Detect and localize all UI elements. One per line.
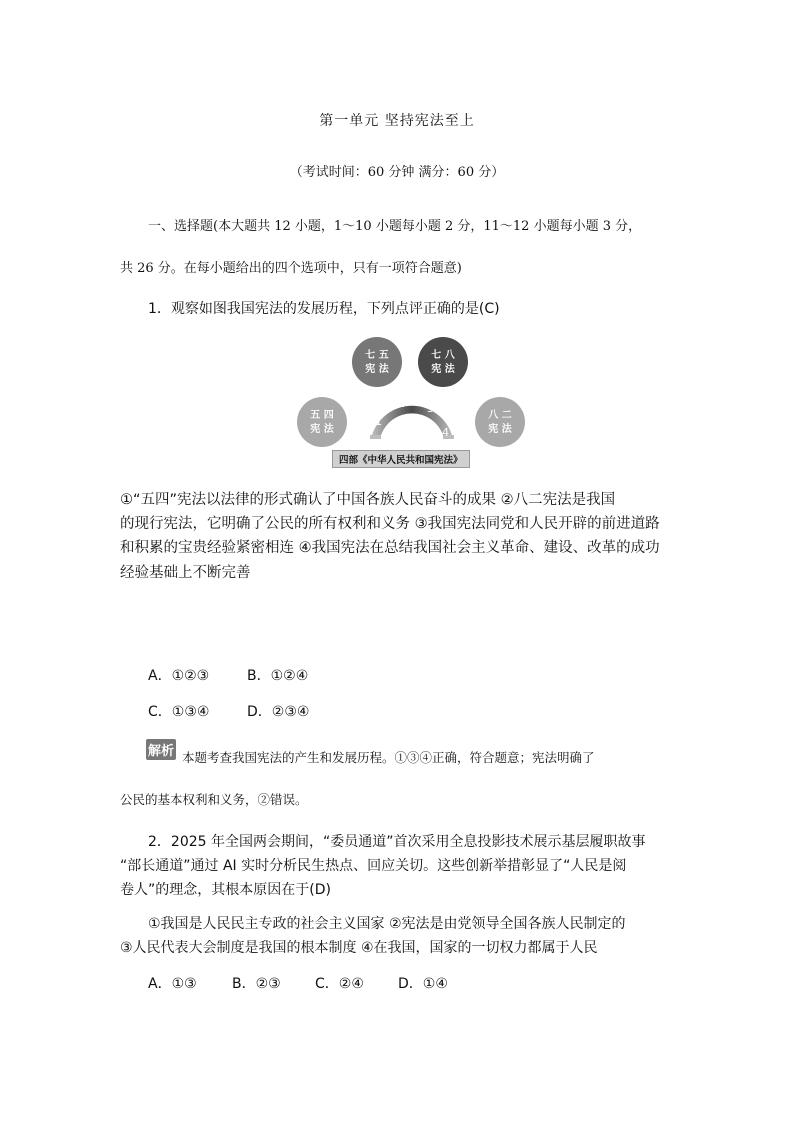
question-2-stem-line: “部长通道”通过 AI 实时分析民生热点、回应关切。这些创新举措彰显了“人民是阅 xyxy=(120,858,627,874)
circle-82-constitution xyxy=(475,397,525,447)
option-b: B．②③ xyxy=(232,976,281,992)
diagram-caption: 四部《中华人民共和国宪法》 xyxy=(332,450,470,468)
exam-info: （考试时间：60 分钟 满分：60 分） xyxy=(289,165,505,180)
question-2-stem-line: 卷人”的理念，其根本原因在于(D) xyxy=(120,882,331,898)
arc-left-end xyxy=(370,435,381,439)
question-1-statement-line: 的现行宪法，它明确了公民的所有权利和义务 ③我国宪法同党和人民开辟的前进道路 xyxy=(120,516,660,532)
analysis-line-2: 公民的基本权利和义务，②错误。 xyxy=(120,792,308,807)
option-d: D．①④ xyxy=(398,976,448,992)
circle-label: 五 四 xyxy=(310,410,334,421)
question-1-statement-line: ①“五四”宪法以法律的形式确认了中国各族人民奋斗的成果 ②八二宪法是我国 xyxy=(120,492,616,508)
timeline-arc xyxy=(372,406,452,435)
option-c: C．②④ xyxy=(315,976,364,992)
step-number: 3 xyxy=(427,402,434,415)
circle-label: 宪 法 xyxy=(365,364,389,375)
circle-label: 宪 法 xyxy=(488,424,512,435)
section-instruction-line-1: 一、选择题(本大题共 12 小题，1～10 小题每小题 2 分，11～12 小题每小题 3 分， xyxy=(148,219,642,234)
question-2-statement-line: ①我国是人民民主专政的社会主义国家 ②宪法是由党领导全国各族人民制定的 xyxy=(148,916,626,932)
question-1-stem: 1．观察如图我国宪法的发展历程，下列点评正确的是(C) xyxy=(148,301,500,317)
question-1-statement-line: 经验基础上不断完善 xyxy=(120,565,251,581)
step-number: 4 xyxy=(442,426,449,439)
circle-label: 宪 法 xyxy=(431,364,455,375)
step-number: 2 xyxy=(398,397,405,410)
option-d: D．②③④ xyxy=(247,704,310,720)
analysis-tag: 解析 xyxy=(146,739,176,760)
page-title: 第一单元 坚持宪法至上 xyxy=(319,113,475,129)
circle-54-constitution xyxy=(297,397,347,447)
question-2-stem-line: 2．2025 年全国两会期间，“委员通道”首次采用全息投影技术展示基层履职故事 xyxy=(148,834,646,850)
step-number: 1 xyxy=(375,415,382,428)
question-1-statement-line: 和积累的宝贵经验紧密相连 ④我国宪法在总结我国社会主义革命、建设、改革的成功 xyxy=(120,540,660,556)
section-instruction-line-2: 共 26 分。在每小题给出的四个选项中，只有一项符合题意) xyxy=(120,261,462,276)
circle-label: 宪 法 xyxy=(310,424,334,435)
option-a: A．①③ xyxy=(148,976,197,992)
circle-78-constitution xyxy=(418,337,468,387)
option-a: A．①②③ xyxy=(148,668,210,684)
circle-label: 七 八 xyxy=(431,350,455,361)
circle-label: 七 五 xyxy=(365,350,389,361)
option-c: C．①③④ xyxy=(148,704,210,720)
question-2-statement-line: ③人民代表大会制度是我国的根本制度 ④在我国，国家的一切权力都属于人民 xyxy=(120,940,598,956)
circle-label: 八 二 xyxy=(488,410,512,421)
analysis-line-1: 本题考查我国宪法的产生和发展历程。①③④正确，符合题意；宪法明确了 xyxy=(182,750,595,765)
option-b: B．①②④ xyxy=(247,668,309,684)
circle-75-constitution xyxy=(352,337,402,387)
